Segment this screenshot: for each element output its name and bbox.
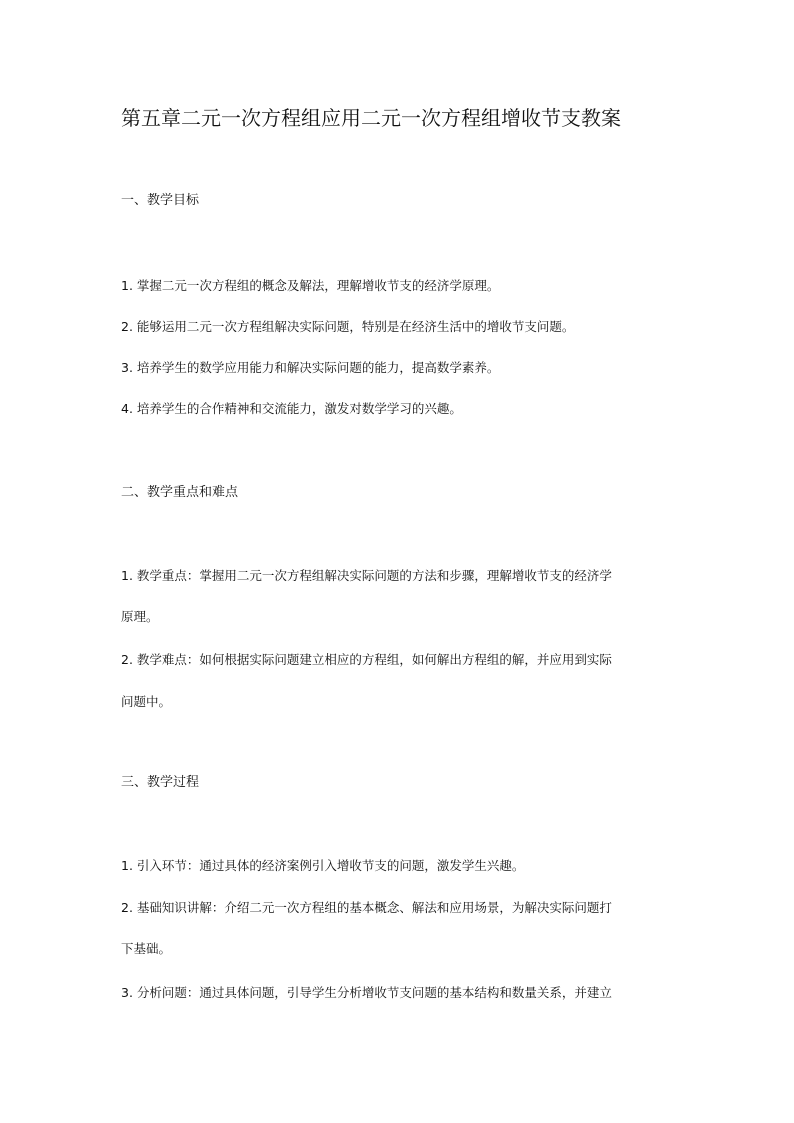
difficulty-line-2: 问题中。 <box>121 694 172 709</box>
process-item-1: 1. 引入环节：通过具体的经济案例引入增收节支的问题，激发学生兴趣。 <box>121 858 525 873</box>
objective-item-2: 2. 能够运用二元一次方程组解决实际问题，特别是在经济生活中的增收节支问题。 <box>121 319 575 334</box>
objective-item-1: 1. 掌握二元一次方程组的概念及解法，理解增收节支的经济学原理。 <box>121 278 500 293</box>
section-heading-process: 三、教学过程 <box>121 775 200 790</box>
process-item-2-line-2: 下基础。 <box>121 941 172 956</box>
section-heading-key-points: 二、教学重点和难点 <box>121 485 239 500</box>
objective-item-3: 3. 培养学生的数学应用能力和解决实际问题的能力，提高数学素养。 <box>121 360 500 375</box>
section-heading-objectives: 一、教学目标 <box>121 193 200 208</box>
page-title: 第五章二元一次方程组应用二元一次方程组增收节支教案 <box>121 106 621 130</box>
key-point-line-1: 1. 教学重点：掌握用二元一次方程组解决实际问题的方法和步骤，理解增收节支的经济学 <box>121 568 612 583</box>
key-point-line-2: 原理。 <box>121 609 159 624</box>
process-item-3-line-1: 3. 分析问题：通过具体问题，引导学生分析增收节支问题的基本结构和数量关系，并建立 <box>121 985 612 1000</box>
difficulty-line-1: 2. 教学难点：如何根据实际问题建立相应的方程组，如何解出方程组的解，并应用到实际 <box>121 652 612 667</box>
process-item-2-line-1: 2. 基础知识讲解：介绍二元一次方程组的基本概念、解法和应用场景，为解决实际问题打 <box>121 900 612 915</box>
objective-item-4: 4. 培养学生的合作精神和交流能力，激发对数学学习的兴趣。 <box>121 401 462 416</box>
